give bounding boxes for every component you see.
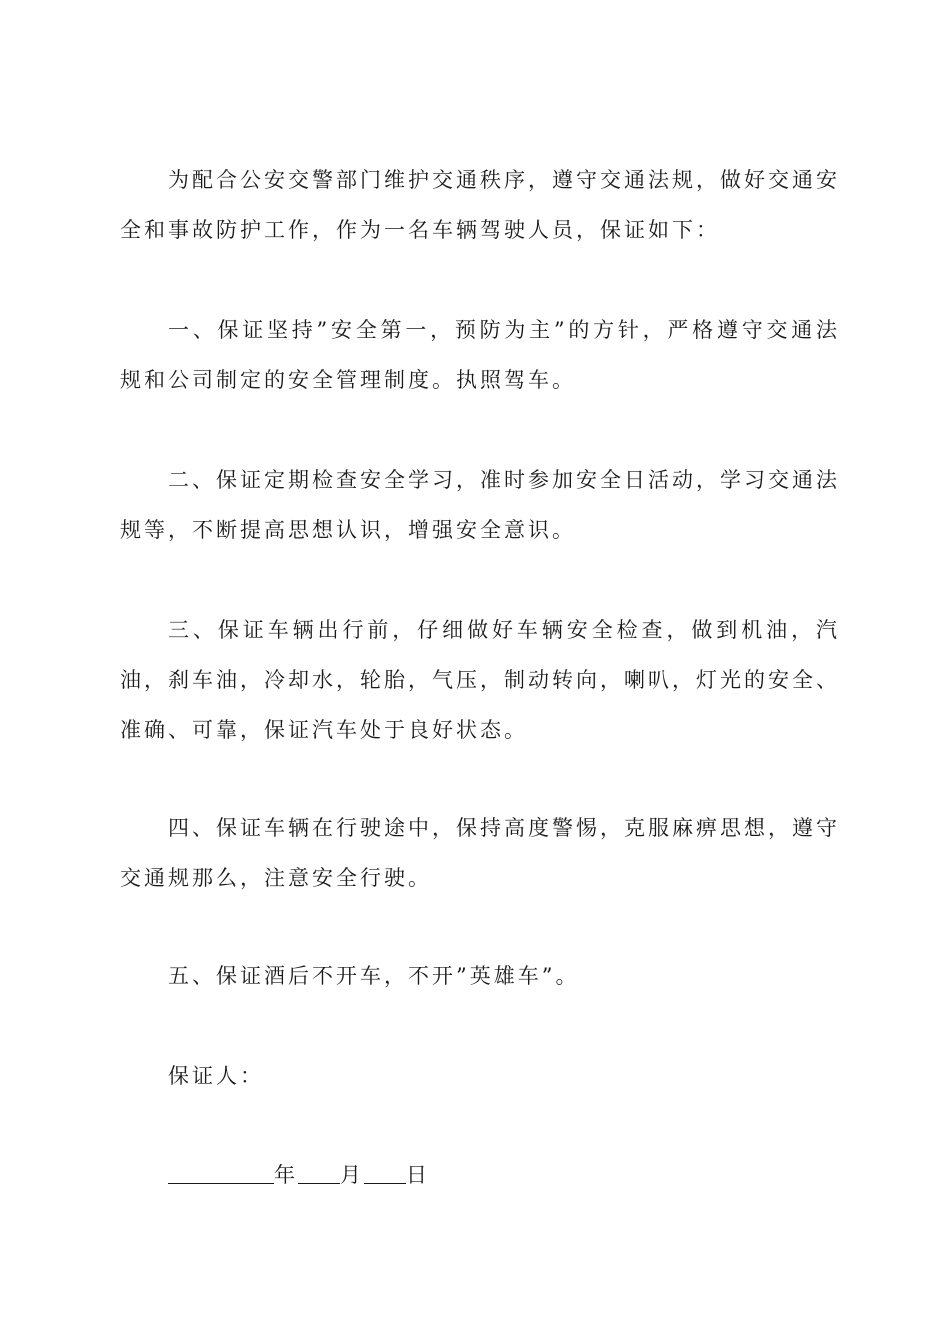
day-label: 日 bbox=[406, 1163, 430, 1187]
signature-label: 保证人： bbox=[168, 1064, 264, 1088]
intro-paragraph: 为配合公安交警部门维护交通秩序，遵守交通法规，做好交通安全和事故防护工作，作为一名车辆驾驶人员，保证如下： bbox=[120, 168, 840, 242]
month-blank bbox=[298, 1161, 340, 1184]
month-label: 月 bbox=[340, 1163, 364, 1187]
year-blank bbox=[168, 1161, 274, 1184]
date-line bbox=[168, 1150, 430, 1200]
clause-4-paragraph: 四、保证车辆在行驶途中，保持高度警惕，克服麻痹思想，遵守交通规那么，注意安全行驶。 bbox=[120, 816, 840, 890]
day-blank bbox=[364, 1161, 406, 1184]
clause-3-paragraph: 三、保证车辆出行前，仔细做好车辆安全检查，做到机油，汽油，刹车油，冷却水，轮胎，气压，制动转向，喇叭，灯光的安全、准确、可靠，保证汽车处于良好状态。 bbox=[120, 618, 840, 742]
clause-5-paragraph: 五、保证酒后不开车，不开”英雄车”。 bbox=[168, 964, 580, 988]
clause-1-paragraph: 一、保证坚持”安全第一，预防为主”的方针，严格遵守交通法规和公司制定的安全管理制度。执照驾车。 bbox=[120, 318, 840, 392]
clause-2-paragraph: 二、保证定期检查安全学习，准时参加安全日活动，学习交通法规等，不断提高思想认识，增强安全意识。 bbox=[120, 468, 840, 542]
year-label: 年 bbox=[274, 1163, 298, 1187]
